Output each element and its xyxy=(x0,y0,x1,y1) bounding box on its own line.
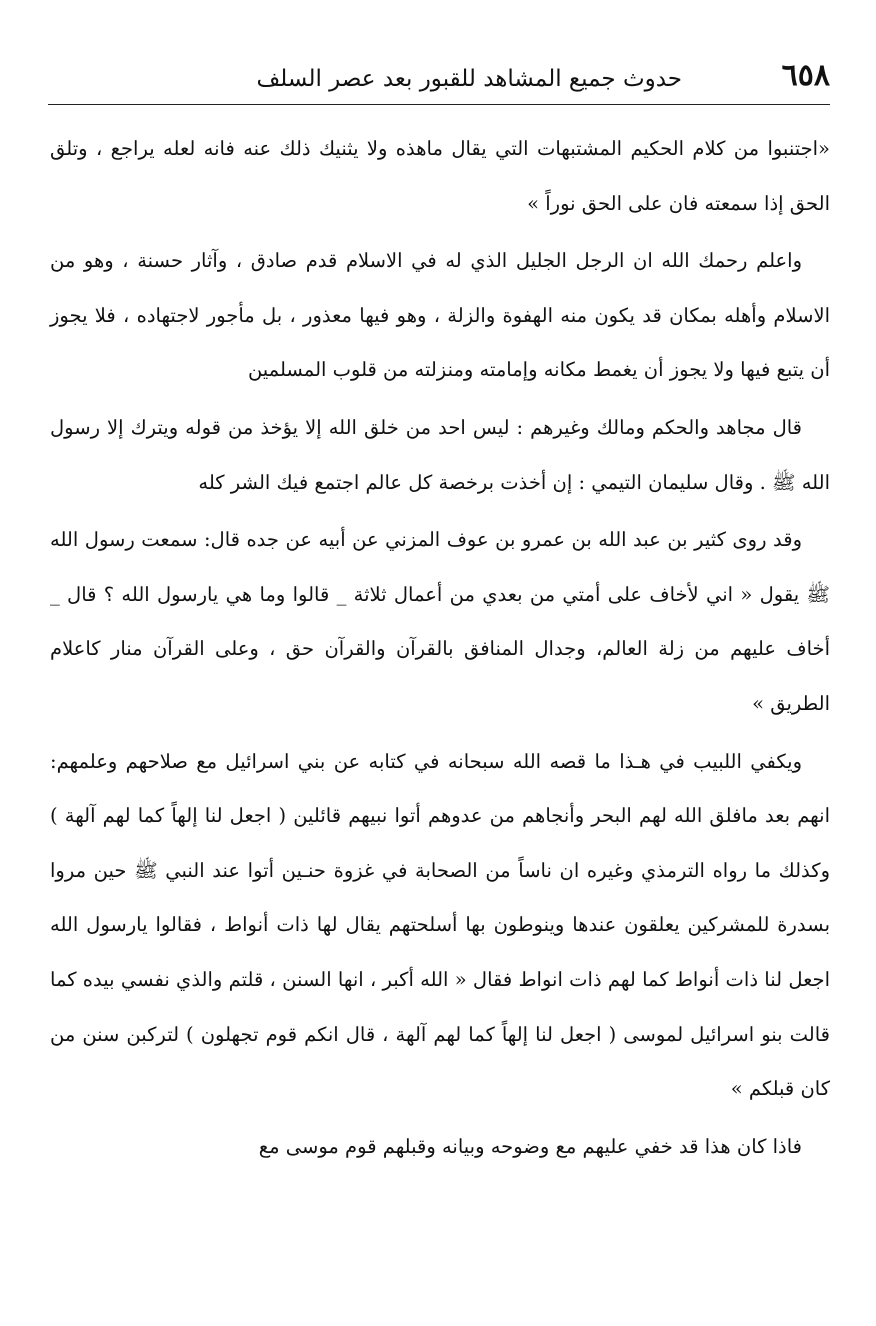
paragraph-quote-continuation: «اجتنبوا من كلام الحكيم المشتبهات التي يقال ماهذه ولا يثنيك ذلك عنه فانه لعله يراجع ، وتلق الحق إذا سمعته فان على الحق نوراً » xyxy=(50,137,830,215)
page-header xyxy=(48,56,830,100)
paragraph-hadith-three-deeds: وقد روى كثير بن عبد الله بن عمرو بن عوف المزني عن أبيه عن جده قال: سمعت رسول الله ﷺ يقول « اني لأخاف على أمتي من بعدي من أعمال ثلاثة _ قالوا وما هي يارسول الله ؟ قال _ أخاف عليهم من زلة العالم، وجدال المنافق بالقرآن والقرآن حق ، وعلى القرآن منار كاعلام الطريق » xyxy=(50,528,830,715)
paragraph-bani-israil: ويكفي اللبيب في هـذا ما قصه الله سبحانه في كتابه عن بني اسرائيل مع صلاحهم وعلمهم: انهم بعد مافلق الله لهم البحر وأنجاهم من عدوهم أتوا نبيهم قائلين ( اجعل لنا إلهاً كما لهم آلهة ) وكذلك ما رواه الترمذي وغيره ان ناساً من الصحابة في غزوة حنـين أتوا عند النبي ﷺ حين مروا بسدرة للمشركين يعلقون عندها وينوطون بها أسلحتهم يقال لها ذات أنواط ، فقالوا يارسول الله اجعل لنا ذات أنواط كما لهم ذات انواط فقال « الله أكبر ، انها السنن ، قلتم والذي نفسي بيده كما قالت بنو اسرائيل لموسى ( اجعل لنا إلهاً كما لهم آلهة ، قال انكم قوم تجهلون ) لتركبن سنن من كان قبلكم » xyxy=(50,749,830,1101)
page-number: ٦٥٨ xyxy=(781,58,830,93)
running-title: حدوث جميع المشاهد للقبور بعد عصر السلف xyxy=(256,66,682,92)
paragraph-scholar-error: واعلم رحمك الله ان الرجل الجليل الذي له في الاسلام قدم صادق ، وآثار حسنة ، وهو من الاسلام وأهله بمكان قد يكون منه الهفوة والزلة ، وهو فيها معذور ، بل مأجور لاجتهاده ، فلا يجوز أن يتبع فيها ولا يجوز أن يغمط مكانه وإمامته ومنزلته من قلوب المسلمين xyxy=(50,249,830,382)
paragraph-mujahid-saying: قال مجاهد والحكم ومالك وغيرهم : ليس احد من خلق الله إلا يؤخذ من قوله ويترك إلا رسول الله ﷺ . وقال سليمان التيمي : إن أخذت برخصة كل عالم اجتمع فيك الشر كله xyxy=(50,415,830,494)
page-body xyxy=(50,122,830,1174)
paragraph-conclusion: فاذا كان هذا قد خفي عليهم مع وضوحه وبيانه وقبلهم قوم موسى مع xyxy=(258,1134,802,1158)
header-divider xyxy=(48,104,830,105)
